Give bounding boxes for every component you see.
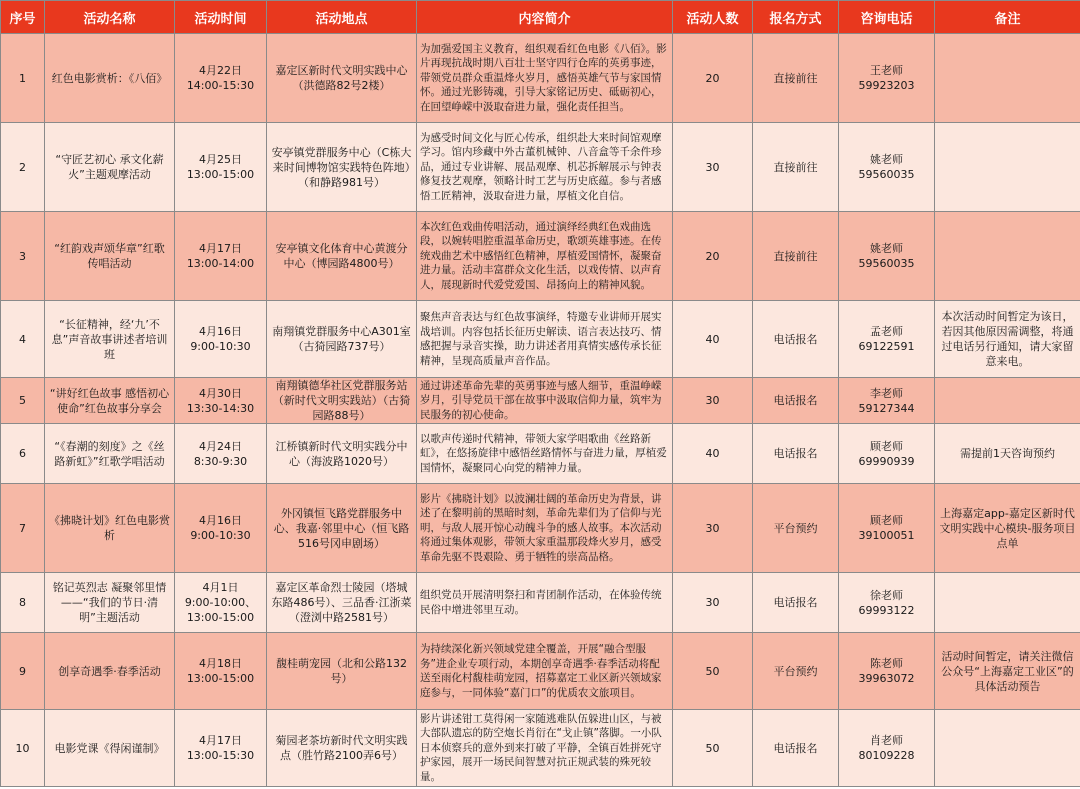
activity-intro: 影片讲述钳工莫得闲一家随逃难队伍躲进山区，与被大部队遗忘的防空炮长肖衍在“戈止镇”落脚。一小队日本侦察兵的意外到来打破了平静，全镇百姓拼死守护家园，展开一场民间智慧对抗正规武装的殊死较量。: [417, 710, 673, 787]
activity-count: 30: [673, 573, 753, 633]
contact-phone: 69122591: [858, 340, 915, 353]
signup-method: 直接前往: [753, 212, 839, 301]
activity-count: 30: [673, 123, 753, 212]
activity-date: 4月16日: [199, 514, 242, 527]
contact-cell: [839, 633, 935, 710]
activity-date: 4月30日: [199, 386, 242, 400]
activity-count: 40: [673, 424, 753, 484]
activity-note: [935, 212, 1080, 301]
activity-intro: 聚焦声音表达与红色故事演绎，特邀专业讲师开展实战培训。内容包括长征历史解读、语言表达技巧、情感把握与录音实操，助力讲述者用真情实感传承长征精神，呈现高质量声音作品。: [417, 301, 673, 378]
activity-name: “《春潮的刻度》之《丝路新虹》”红歌学唱活动: [45, 424, 175, 484]
contact-name: 肖老师: [870, 734, 903, 747]
activity-time: [175, 424, 267, 484]
activity-hours: 13:30-14:30: [186, 401, 255, 415]
activity-hours: 13:00-14:00: [186, 257, 255, 270]
activity-time: [175, 633, 267, 710]
activity-count: 50: [673, 710, 753, 787]
contact-cell: [839, 424, 935, 484]
signup-method: 电话报名: [753, 573, 839, 633]
table-row: [1, 633, 1080, 710]
activity-hours: 14:00-15:30: [186, 79, 255, 92]
activity-hours: 13:00-15:30: [186, 749, 255, 762]
header-time: 活动时间: [175, 1, 267, 34]
row-no: 3: [1, 212, 45, 301]
contact-phone: 69993122: [858, 603, 915, 617]
activity-count: 30: [673, 484, 753, 573]
contact-name: 孟老师: [870, 325, 903, 338]
activity-intro: 通过讲述革命先辈的英勇事迹与感人细节，重温峥嵘岁月，引导党员干部在故事中汲取信仰力量，筑牢为民服务的初心使命。: [417, 378, 673, 424]
table-row: [1, 123, 1080, 212]
header-name: 活动名称: [45, 1, 175, 34]
header-intro: 内容简介: [417, 1, 673, 34]
activity-name: “守匠艺初心 承文化薪火”主题观摩活动: [45, 123, 175, 212]
contact-name: 徐老师: [870, 588, 903, 602]
activity-hours: 9:00-10:00、13:00-15:00: [184, 596, 257, 624]
contact-cell: [839, 212, 935, 301]
header-note: 备注: [935, 1, 1080, 34]
activity-count: 30: [673, 378, 753, 424]
activity-date: 4月24日: [199, 439, 242, 453]
signup-method: 电话报名: [753, 710, 839, 787]
activity-hours: 8:30-9:30: [193, 454, 248, 468]
activity-place: 安亭镇文化体育中心黄渡分中心（博园路4800号）: [267, 212, 417, 301]
contact-phone: 80109228: [858, 749, 915, 762]
activity-note: [935, 378, 1080, 424]
activity-place: 馥桂萌宠园（北和公路132号）: [267, 633, 417, 710]
activity-count: 40: [673, 301, 753, 378]
activity-name: “红韵戏声颂华章”红歌传唱活动: [45, 212, 175, 301]
contact-name: 姚老师: [870, 242, 903, 255]
activity-note: 需提前1天咨询预约: [935, 424, 1080, 484]
activity-note: 活动时间暂定，请关注微信公众号“上海嘉定工业区”的具体活动预告: [935, 633, 1080, 710]
row-no: 6: [1, 424, 45, 484]
header-signup: 报名方式: [753, 1, 839, 34]
activity-note: [935, 710, 1080, 787]
header-no: 序号: [1, 1, 45, 34]
signup-method: 直接前往: [753, 123, 839, 212]
activity-date: 4月18日: [199, 657, 242, 670]
activity-place: 外冈镇恒飞路党群服务中心、我嘉·邻里中心（恒飞路516号冈申剧场）: [267, 484, 417, 573]
row-no: 7: [1, 484, 45, 573]
activity-hours: 9:00-10:30: [190, 340, 251, 353]
row-no: 1: [1, 34, 45, 123]
signup-method: 电话报名: [753, 301, 839, 378]
table-row: [1, 424, 1080, 484]
contact-phone: 39963072: [858, 672, 915, 685]
row-no: 8: [1, 573, 45, 633]
contact-phone: 39100051: [858, 529, 915, 542]
activity-count: 20: [673, 34, 753, 123]
table-row: [1, 34, 1080, 123]
activity-name: “长征精神，经‘九’不息”声音故事讲述者培训班: [45, 301, 175, 378]
activity-intro: 以歌声传递时代精神，带领大家学唱歌曲《丝路新虹》，在悠扬旋律中感悟丝路情怀与奋进力量，厚植爱国情怀，凝聚同心向党的精神力量。: [417, 424, 673, 484]
contact-name: 陈老师: [870, 657, 903, 670]
activity-hours: 13:00-15:00: [186, 672, 255, 685]
activity-place: 江桥镇新时代文明实践分中心（海波路1020号）: [267, 424, 417, 484]
activity-date: 4月16日: [199, 325, 242, 338]
activity-hours: 13:00-15:00: [186, 168, 255, 181]
activity-time: [175, 378, 267, 424]
activity-intro: 为加强爱国主义教育，组织观看红色电影《八佰》。影片再现抗战时期八百壮士坚守四行仓库的英勇事迹，带领党员群众重温烽火岁月，感悟英雄气节与家国情怀。通过光影铸魂，引导大家铭记历史、砥砺初心，在回望峥嵘中汲取奋进力量，强化责任担当。: [417, 34, 673, 123]
row-no: 4: [1, 301, 45, 378]
signup-method: 平台预约: [753, 484, 839, 573]
table-row: [1, 301, 1080, 378]
signup-method: 电话报名: [753, 424, 839, 484]
activity-note: [935, 123, 1080, 212]
contact-cell: [839, 484, 935, 573]
activity-date: 4月17日: [199, 734, 242, 747]
activity-time: [175, 212, 267, 301]
activity-name: “讲好红色故事 感悟初心使命”红色故事分享会: [45, 378, 175, 424]
activity-intro: 为感受时间文化与匠心传承，组织赴大来时间馆观摩学习。馆内珍藏中外古董机械钟、八音盒等千余件珍品，通过专业讲解、展品观摩、机芯拆解展示与钟表修复技艺观摩，领略计时工艺与历史底蕴。参与者感悟工匠精神，汲取奋进力量，厚植文化自信。: [417, 123, 673, 212]
activity-intro: 为持续深化新兴领域党建全覆盖，开展“融合型服务”进企业专项行动，本期创享奇遇季·春季活动将配送至雨化村馥桂萌宠园，招募嘉定工业区新兴领域家庭参与，一同体验“嘉门口”的优质农文旅项目。: [417, 633, 673, 710]
contact-cell: [839, 301, 935, 378]
activity-note: 上海嘉定app-嘉定区新时代文明实践中心模块-服务项目点单: [935, 484, 1080, 573]
header-place: 活动地点: [267, 1, 417, 34]
contact-name: 李老师: [870, 386, 903, 400]
contact-cell: [839, 573, 935, 633]
contact-phone: 69990939: [858, 454, 915, 468]
table-row: [1, 710, 1080, 787]
table-row: [1, 484, 1080, 573]
contact-name: 姚老师: [870, 153, 903, 166]
activity-time: [175, 123, 267, 212]
contact-cell: [839, 378, 935, 424]
activity-name: 红色电影赏析：《八佰》: [45, 34, 175, 123]
row-no: 9: [1, 633, 45, 710]
activity-time: [175, 301, 267, 378]
contact-phone: 59560035: [858, 168, 915, 181]
contact-name: 顾老师: [870, 514, 903, 527]
row-no: 5: [1, 378, 45, 424]
activity-note: [935, 573, 1080, 633]
activity-name: 电影党课《得闲谨制》: [45, 710, 175, 787]
activity-count: 50: [673, 633, 753, 710]
header-count: 活动人数: [673, 1, 753, 34]
table-row: [1, 212, 1080, 301]
activity-intro: 组织党员开展清明祭扫和青团制作活动，在体验传统民俗中增进邻里互动。: [417, 573, 673, 633]
activity-place: 菊园老茶坊新时代文明实践点（胜竹路2100弄6号）: [267, 710, 417, 787]
signup-method: 电话报名: [753, 378, 839, 424]
activity-place: 嘉定区革命烈士陵园（塔城东路486号）、三品香·江浙菜（澄浏中路2581号）: [267, 573, 417, 633]
activity-time: [175, 573, 267, 633]
contact-name: 王老师: [870, 64, 903, 77]
activity-place: 嘉定区新时代文明实践中心（洪德路82号2楼）: [267, 34, 417, 123]
table-header-row: [1, 1, 1080, 34]
contact-cell: [839, 710, 935, 787]
header-phone: 咨询电话: [839, 1, 935, 34]
activity-date: 4月1日: [202, 581, 239, 594]
activity-date: 4月22日: [199, 64, 242, 77]
contact-cell: [839, 34, 935, 123]
table-row: [1, 378, 1080, 424]
activity-name: 创享奇遇季·春季活动: [45, 633, 175, 710]
activity-date: 4月17日: [199, 242, 242, 255]
activity-time: [175, 484, 267, 573]
activity-intro: 影片《拂晓计划》以波澜壮阔的革命历史为背景，讲述了在黎明前的黑暗时刻，革命先辈们为了信仰与光明，与敌人展开惊心动魄斗争的感人故事。本次活动将通过集体观影，带领大家重温那段烽火岁月，感受革命先驱不畏艰险、勇于牺牲的崇高品格。: [417, 484, 673, 573]
signup-method: 平台预约: [753, 633, 839, 710]
activity-count: 20: [673, 212, 753, 301]
activity-name: 铭记英烈志 凝聚邻里情——“我们的节日·清明”主题活动: [45, 573, 175, 633]
row-no: 10: [1, 710, 45, 787]
activity-date: 4月25日: [199, 153, 242, 166]
signup-method: 直接前往: [753, 34, 839, 123]
activity-time: [175, 710, 267, 787]
contact-phone: 59127344: [858, 401, 915, 415]
contact-phone: 59560035: [858, 257, 915, 270]
contact-phone: 59923203: [858, 79, 915, 92]
activity-place: 南翔镇德华社区党群服务站（新时代文明实践站）（古猗园路88号）: [267, 378, 417, 424]
contact-cell: [839, 123, 935, 212]
activity-hours: 9:00-10:30: [190, 529, 251, 542]
activity-name: 《拂晓计划》红色电影赏析: [45, 484, 175, 573]
contact-name: 顾老师: [870, 439, 903, 453]
activity-time: [175, 34, 267, 123]
activity-place: 南翔镇党群服务中心A301室（古猗园路737号）: [267, 301, 417, 378]
activity-note: [935, 34, 1080, 123]
activity-intro: 本次红色戏曲传唱活动，通过演绎经典红色戏曲选段，以婉转唱腔重温革命历史，歌颂英雄事迹。在传统戏曲艺术中感悟红色精神，厚植爱国情怀，凝聚奋进力量。活动丰富群众文化生活，以戏传情、以声育人，展现新时代爱党爱国、昂扬向上的精神风貌。: [417, 212, 673, 301]
row-no: 2: [1, 123, 45, 212]
activity-note: 本次活动时间暂定为该日，若因其他原因需调整，将通过电话另行通知，请大家留意来电。: [935, 301, 1080, 378]
table-row: [1, 573, 1080, 633]
activity-place: 安亭镇党群服务中心（C栋大来时间博物馆实践特色阵地）（和静路981号）: [267, 123, 417, 212]
